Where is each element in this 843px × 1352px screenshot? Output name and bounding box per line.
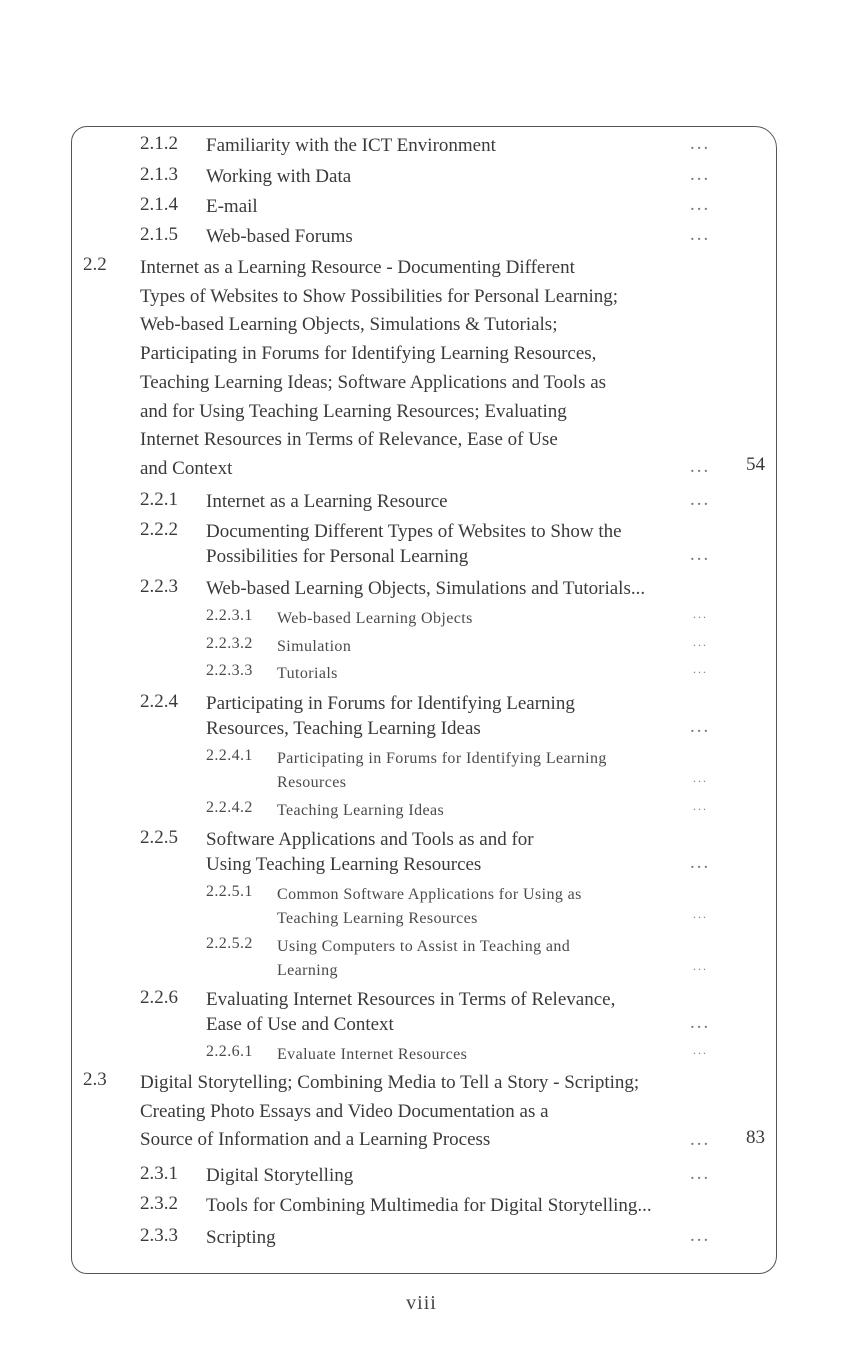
entry-title: Using Computers to Assist in Teaching and Learning [277, 938, 571, 979]
entry-title: Evaluating Internet Resources in Terms of Relevance, Ease of Use and Context [206, 989, 616, 1035]
leader-dots: ... [690, 489, 711, 510]
entry-title: Teaching Learning Ideas [277, 802, 445, 819]
leader-dots: ... [690, 194, 711, 215]
entry-title: Scripting [206, 1227, 276, 1248]
entry-title: Familiarity with the ICT Environment [206, 135, 496, 156]
entry-number: 2.1.4 [140, 194, 178, 215]
entry-title: Web-based Forums [206, 226, 353, 247]
leader-dots: ... [693, 1043, 708, 1057]
entry-number: 2.2.3 [140, 576, 178, 597]
entry-number: 2.2.2 [140, 519, 178, 540]
entry-number: 2.2.4.1 [206, 747, 253, 764]
entry-title: Software Applications and Tools as and for Using Teaching Learning Resources [206, 829, 534, 875]
entry-number: 2.2.5.2 [206, 935, 253, 952]
page-number: 54 [746, 454, 765, 475]
entry-number: 2.1.5 [140, 224, 178, 245]
section-number: 2.2 [83, 254, 107, 275]
entry-title: Simulation [277, 638, 352, 655]
entry-number: 2.2.6 [140, 987, 178, 1008]
leader-dots: ... [690, 852, 711, 873]
toc-section [0, 254, 843, 494]
page-footer-number: viii [406, 1292, 437, 1314]
entry-title: E-mail [206, 196, 258, 217]
entry-title: Participating in Forums for Identifying Learning Resources, Teaching Learning Ideas [206, 693, 575, 739]
entry-title: Digital Storytelling [206, 1165, 354, 1186]
leader-dots: ... [693, 607, 708, 621]
page-number: 83 [746, 1127, 765, 1148]
leader-dots: ... [690, 1225, 711, 1246]
entry-number: 2.2.6.1 [206, 1043, 253, 1060]
entry-title: Tools for Combining Multimedia for Digital Storytelling... [206, 1195, 652, 1216]
entry-number: 2.3.2 [140, 1193, 178, 1214]
entry-number: 2.2.4.2 [206, 799, 253, 816]
leader-dots: ... [690, 456, 711, 477]
leader-dots: ... [690, 224, 711, 245]
entry-title: Documenting Different Types of Websites to Show the Possibilities for Personal Learning [206, 521, 622, 567]
entry-title: Working with Data [206, 166, 352, 187]
entry-title: Participating in Forums for Identifying Learning Resources [277, 750, 607, 791]
leader-dots: ... [693, 662, 708, 676]
leader-dots: ... [693, 959, 708, 973]
entry-title: Web-based Learning Objects [277, 610, 473, 627]
entry-title: Common Software Applications for Using as Teaching Learning Resources [277, 886, 582, 927]
leader-dots: ... [690, 164, 711, 185]
entry-number: 2.1.2 [140, 133, 178, 154]
entry-title: Evaluate Internet Resources [277, 1046, 468, 1063]
entry-title: Internet as a Learning Resource [206, 491, 448, 512]
leader-dots: ... [690, 1012, 711, 1033]
entry-number: 2.2.1 [140, 489, 178, 510]
leader-dots: ... [690, 716, 711, 737]
entry-number: 2.2.5 [140, 827, 178, 848]
leader-dots: ... [693, 635, 708, 649]
section-title: Digital Storytelling; Combining Media to Tell a Story - Scripting; Creating Photo Essays and Video Documentation as a Source of Information and a Learning Process [140, 1072, 640, 1151]
section-number: 2.3 [83, 1069, 107, 1090]
toc-section [0, 1069, 843, 1159]
entry-number: 2.2.3.1 [206, 607, 253, 624]
leader-dots: ... [693, 771, 708, 785]
leader-dots: ... [690, 133, 711, 154]
entry-number: 2.2.3.2 [206, 635, 253, 652]
entry-number: 2.1.3 [140, 164, 178, 185]
leader-dots: ... [690, 1163, 711, 1184]
entry-number: 2.2.5.1 [206, 883, 253, 900]
leader-dots: ... [690, 544, 711, 565]
leader-dots: ... [693, 799, 708, 813]
leader-dots: ... [690, 1129, 711, 1150]
leader-dots: ... [693, 907, 708, 921]
entry-title: Tutorials [277, 665, 338, 682]
entry-number: 2.3.3 [140, 1225, 178, 1246]
entry-title: Web-based Learning Objects, Simulations and Tutorials... [206, 578, 646, 599]
entry-number: 2.3.1 [140, 1163, 178, 1184]
entry-number: 2.2.3.3 [206, 662, 253, 679]
entry-number: 2.2.4 [140, 691, 178, 712]
section-title: Internet as a Learning Resource - Documenting Different Types of Websites to Show Possibilities for Personal Learning; Web-based Learning Objects, Simulations & Tutorials; Participating in Forums for Identifying Learning Resources, Teaching Learning Ideas; Software Applications and Tools as and for Using Teaching Learning Resources; Evaluating Internet Resources in Terms of Relevance, Ease of Use and Context [140, 257, 619, 479]
